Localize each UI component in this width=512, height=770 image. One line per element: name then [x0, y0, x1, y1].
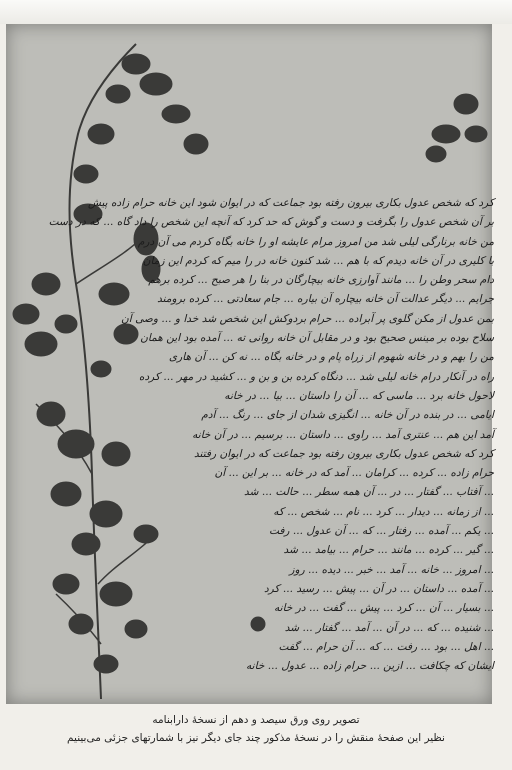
- manuscript-line: ... آفتاب ... گفتار ... در ... آن همه سطر ... حالت ... شد: [244, 486, 494, 499]
- manuscript-line: ... بسیار ... آن ... کرد ... پیش ... گفت ... در خانه: [274, 602, 494, 615]
- manuscript-line: کرد که شخص عدول بکاری بیرون رفته بود جماعت که در ایوان شود این خانه حرام زاده پیش: [87, 197, 494, 209]
- manuscript-line: راه در آنکار درام خانه لیلی شد ... دنگاه کرده بن و بن و ... کشید در مهر ... کرده: [138, 370, 494, 383]
- manuscript-line: من خانه برنارگی لیلی شد من امروز مرام عایشه او را خانه بگاه کردم می آن درم: [137, 235, 494, 248]
- manuscript-page-photo: [6, 24, 492, 704]
- figure-caption-title: تصویر روی ورق سیصد و دهم از نسخهٔ دارابنامه: [152, 714, 360, 726]
- manuscript-line: دام سحر وطن را ... مانند آوارزی خانه بیچارگان در بنا را هر صبح ... کرده برهم: [148, 274, 494, 287]
- manuscript-line: ... آمده ... داستان ... در آن ... پیش ... رسید ... کرد: [263, 582, 494, 595]
- manuscript-line: سلاح بوده بر مینس صحیح بود و در مقابل آن خانه روانی ته ... آمده بود این همان: [140, 332, 494, 345]
- figure-caption-note: نظیر این صفحهٔ منقش را در نسخهٔ مذکور چند جای دیگر نیز با شمارتهای جزئی می‌بینیم: [67, 732, 445, 744]
- manuscript-line: بر آن شخص عدول را بگرفت و دست و گوش که حد کرد که آنچه این شخص را داد گاه ... که در دست: [48, 216, 494, 229]
- manuscript-line: ایشان که چکافت ... ازین ... حرام زاده ... عدول ... خانه: [245, 660, 494, 673]
- manuscript-line: حرام زاده ... کرده ... کرامان ... آمد که در خانه ... بر این ... آن: [214, 467, 494, 480]
- manuscript-line: ایامی ... در بنده در آن خانه ... انگیزی شدان از جای ... رنگ ... آدم: [201, 409, 494, 422]
- manuscript-line: ... شنیده ... که ... در آن ... آمد ... گفتار ... شد: [284, 621, 494, 634]
- manuscript-line: ... یکم ... آمده ... رفتار ... که ... آن عدول ... رفت: [268, 525, 494, 538]
- manuscript-line: لاحول خانه برد ... ماسی که ... آن را داستان ... بیا ... در خانه: [224, 389, 494, 402]
- manuscript-line: من را بهم و در خانه شهوم از زراه پام و در خانه بگاه ... نه کن ... آن هاری: [168, 351, 494, 364]
- manuscript-text-block: [48, 194, 494, 694]
- manuscript-line: ... از زمانه ... دیدار ... کرد ... نام ... شخص ... که: [273, 505, 494, 518]
- manuscript-line: ... گیر ... کرده ... مانند ... حرام ... بیامد ... شد: [283, 544, 494, 557]
- manuscript-line: ... امروز ... خانه ... آمد ... خبر ... دیده ... روز: [289, 563, 494, 576]
- manuscript-line: جرایم ... دیگر عدالت آن خانه بیچاره آن بیاره ... جام سعادتی ... کرده برومند: [157, 293, 494, 306]
- page-top-margin: [0, 0, 512, 24]
- manuscript-line: آمد این هم ... عنتری آمد ... راوی ... داستان ... برسیم ... در آن خانه: [192, 428, 494, 441]
- manuscript-line: بمن عدول از مکن گلوی پر آبراده ... حرام بردوکش این شخص شد خدا و ... وصی آن: [121, 312, 494, 325]
- manuscript-line: ... اهل ... بود ... رفت ... که ... آن حرام ... گفت: [278, 640, 494, 653]
- manuscript-line: کرد که شخص عدول بکاری بیرون رفته بود جماعت که در ایوان رفتند: [193, 447, 494, 460]
- manuscript-line: با کلیری در آن خانه دیدم که با هم ... شد کنون خانه در را میم که کردم این زمان: [142, 254, 494, 267]
